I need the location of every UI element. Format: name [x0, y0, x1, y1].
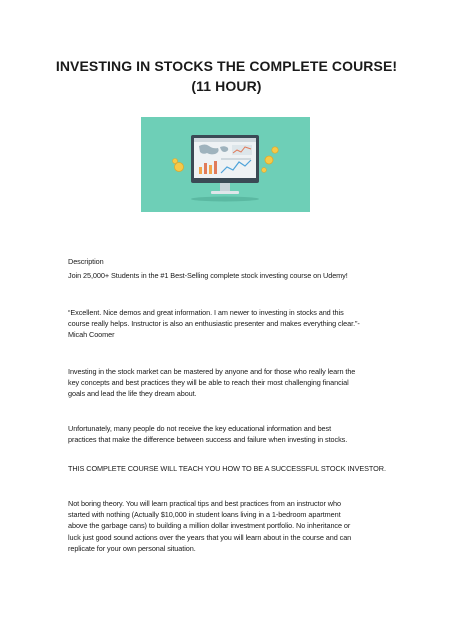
- paragraph-line: Unfortunately, many people do not receive the key educational information and best: [68, 424, 332, 433]
- quote-line: “Excellent. Nice demos and great information. I am newer to investing in stocks and this: [68, 308, 344, 317]
- quote-author: Micah Coomer: [68, 330, 115, 340]
- document-title-line2: (11 HOUR): [191, 78, 262, 94]
- testimonial-quote: [68, 307, 398, 341]
- paragraph-line: practices that make the difference between success and failure when investing in stocks.: [68, 435, 348, 445]
- paragraph-line: goals and lead the life they dream about.: [68, 389, 197, 399]
- paragraph-line: started with nothing (Actually $10,000 in student loans living in a 1-bedroom apartment: [68, 510, 341, 520]
- paragraph-line: replicate for your own personal situation.: [68, 543, 196, 553]
- join-paragraph: Join 25,000+ Students in the #1 Best-Selling complete stock investing course on Udemy!: [68, 271, 348, 280]
- investing-paragraph: [68, 366, 398, 400]
- laptop-charts-coins-icon: [141, 117, 310, 212]
- paragraph-line: Not boring theory. You will learn practical tips and best practices from an instructor who: [68, 499, 341, 508]
- course-promise-line: THIS COMPLETE COURSE WILL TEACH YOU HOW TO BE A SUCCESSFUL STOCK INVESTOR.: [68, 464, 386, 473]
- paragraph-line: key concepts and best practices they will be able to reach their most challenging financial: [68, 378, 349, 388]
- paragraph-line: luck just good sound actions over the years that you will learn about in the course and can: [68, 532, 352, 542]
- quote-line: course really helps. Instructor is also an enthusiastic presenter and makes everything clear.”-: [68, 319, 360, 329]
- description-label: Description: [68, 257, 104, 266]
- unfortunately-paragraph: [68, 423, 398, 445]
- hero-image: [141, 117, 310, 212]
- document-title-line1: INVESTING IN STOCKS THE COMPLETE COURSE!: [55, 58, 398, 74]
- paragraph-line: above the garbage cans) to building a million dollar investment portfolio. No inheritance or: [68, 521, 351, 531]
- paragraph-line: Investing in the stock market can be mastered by anyone and for those who really learn the: [68, 367, 356, 376]
- theory-paragraph: [68, 498, 398, 554]
